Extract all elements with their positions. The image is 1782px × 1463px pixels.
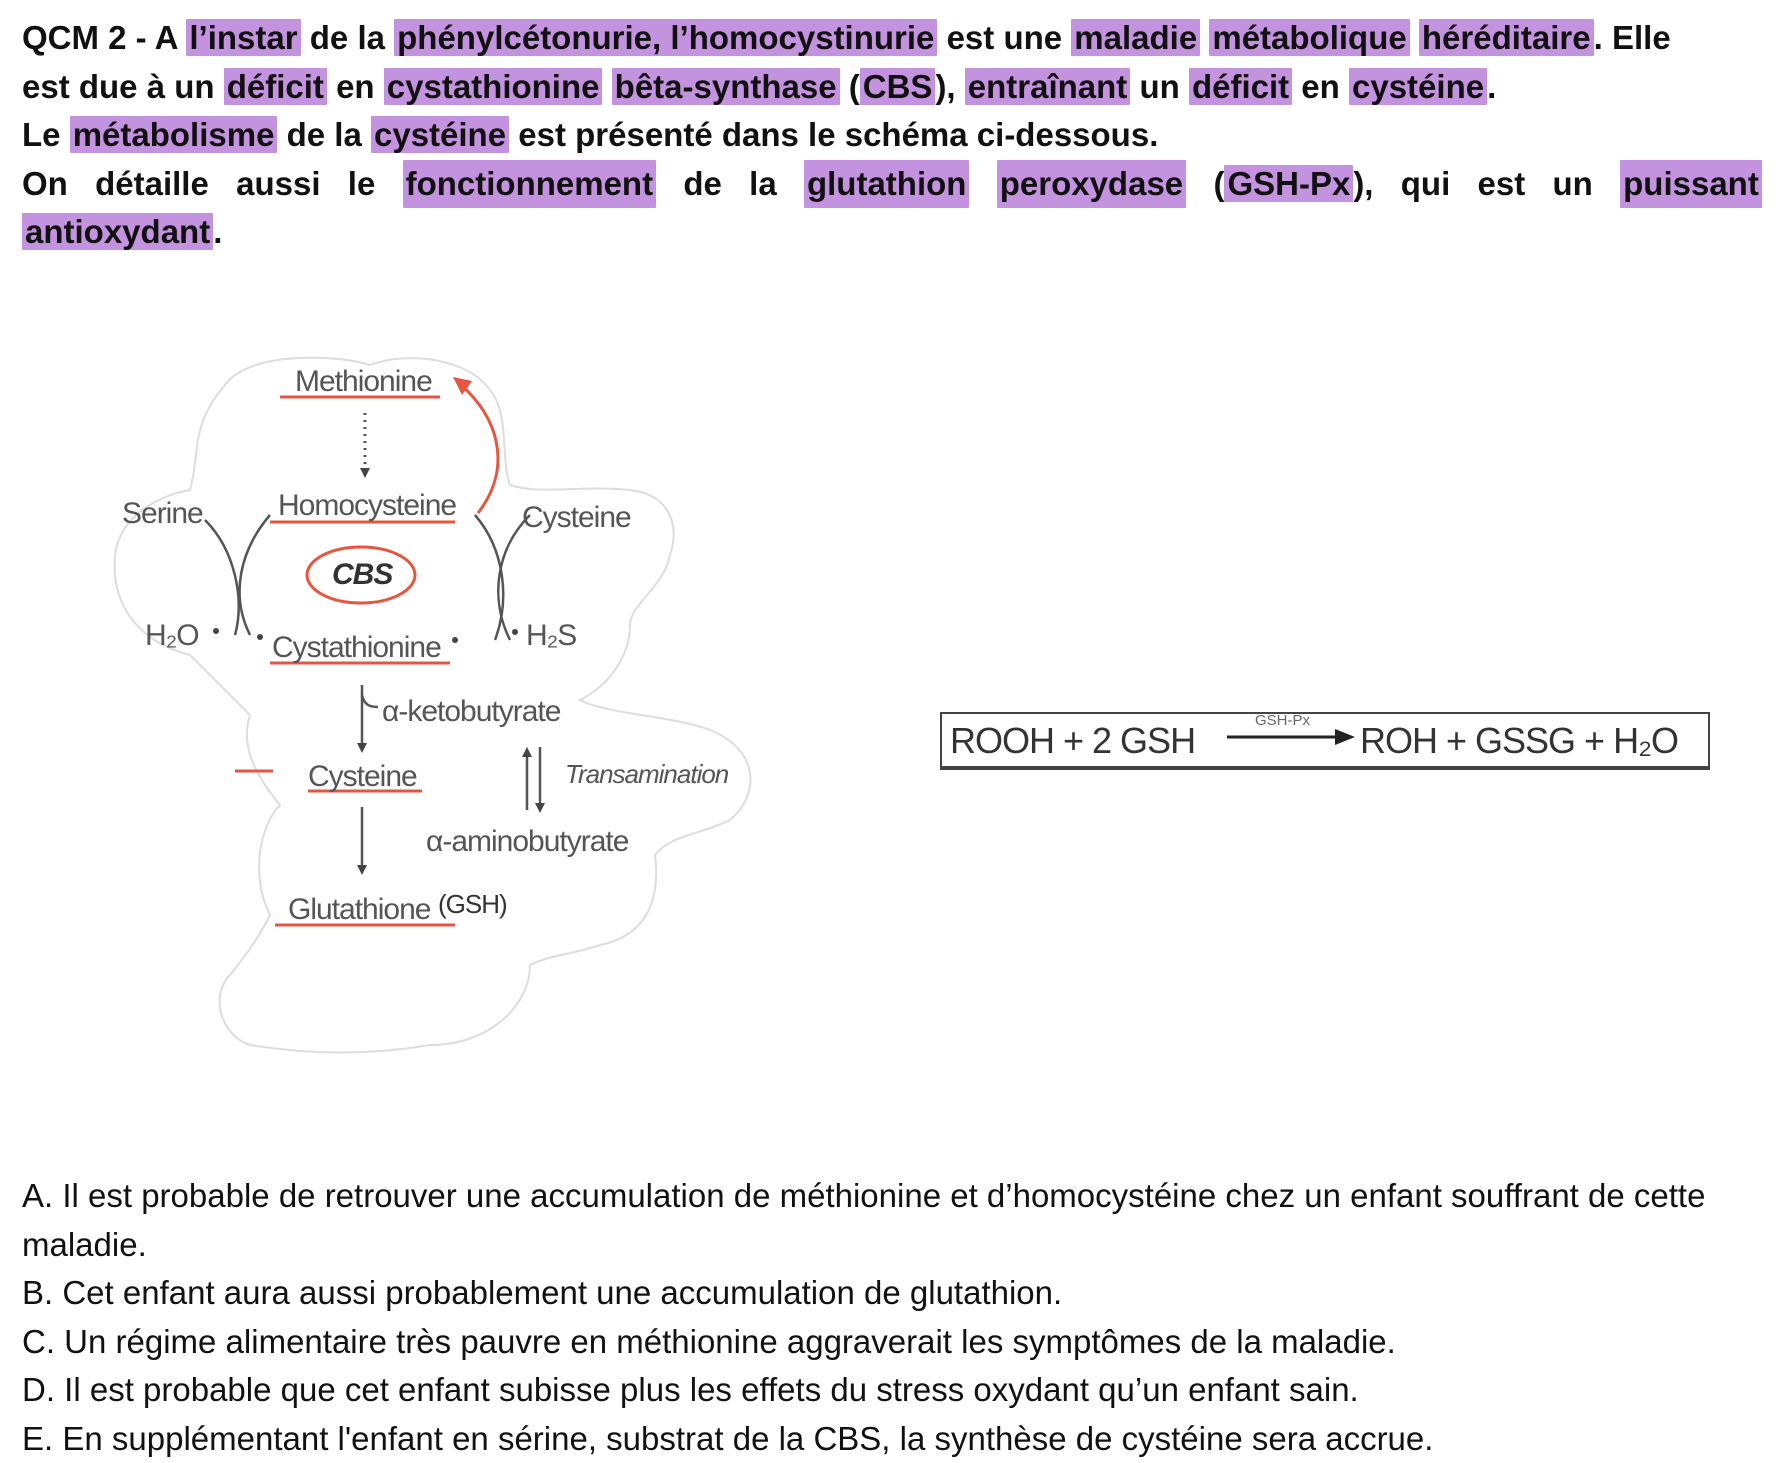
intro-word: un: [1553, 160, 1593, 209]
label-aminobutyrate: α-aminobutyrate: [426, 825, 628, 859]
intro-word: qui: [1401, 160, 1450, 209]
label-methionine: Methionine: [295, 365, 432, 399]
label-cystathionine: Cystathionine: [272, 631, 441, 665]
answer-d: D. Il est probable que cet enfant subisse plus les effets du stress oxydant qu’un enfant sain.: [22, 1366, 1762, 1415]
intro-text: .: [1487, 68, 1496, 105]
intro-word: la: [749, 160, 777, 209]
intro-text: [1410, 19, 1419, 56]
highlight: déficit: [224, 68, 327, 105]
intro-text: de la: [277, 116, 371, 153]
label-transamination: Transamination: [565, 759, 728, 790]
highlight: antioxydant: [22, 213, 213, 250]
intro-word: le: [348, 160, 376, 209]
equation-reactants: ROOH + 2 GSH: [950, 720, 1195, 762]
intro-line-5: [22, 208, 1762, 257]
highlight: bêta-synthase: [612, 68, 840, 105]
intro-text: QCM 2 - A: [22, 19, 186, 56]
intro-text: ),: [935, 68, 964, 105]
intro-text: en: [327, 68, 384, 105]
highlight: déficit: [1189, 68, 1292, 105]
h2s-dot: [512, 629, 518, 635]
equation-enzyme: GSH-Px: [1255, 712, 1310, 729]
answer-options: [22, 1172, 1762, 1463]
intro-text: Le: [22, 116, 70, 153]
label-cysteine: Cysteine: [308, 760, 417, 794]
label-serine: Serine: [122, 497, 203, 531]
intro-word: détaille: [95, 160, 209, 209]
intro-text: de la: [301, 19, 395, 56]
equation-products: ROH + GSSG + H₂O: [1360, 720, 1678, 762]
highlight: cystathionine: [384, 68, 603, 105]
label-cysteine-right: Cysteine: [522, 501, 631, 535]
highlight: cystéine: [371, 116, 509, 153]
label-homocysteine: Homocysteine: [278, 489, 456, 523]
intro-line-4: [22, 160, 1762, 209]
intro-text: est une: [937, 19, 1071, 56]
label-h2o: H₂O: [145, 619, 199, 653]
highlight: glutathion: [804, 160, 969, 209]
intro-text: [602, 68, 611, 105]
gsh-px-abbrev: [1213, 160, 1373, 209]
label-gsh: (GSH): [438, 889, 507, 920]
intro-word: aussi: [236, 160, 320, 209]
intro-text: [1200, 19, 1209, 56]
label-ketobutyrate: α-ketobutyrate: [382, 695, 560, 729]
intro-text: ),: [1353, 165, 1373, 202]
cysteine-metabolism-diagram: [110, 355, 870, 1085]
intro-text: en: [1292, 68, 1349, 105]
answer-e: E. En supplémentant l'enfant en sérine, substrat de la CBS, la synthèse de cystéine sera accrue.: [22, 1415, 1762, 1463]
label-h2s: H₂S: [526, 619, 576, 653]
answer-b: B. Cet enfant aura aussi probablement une accumulation de glutathion.: [22, 1269, 1762, 1318]
h2o-dot: [213, 628, 219, 634]
highlight: entraînant: [965, 68, 1131, 105]
highlight: métabolisme: [70, 116, 278, 153]
intro-text: un: [1130, 68, 1189, 105]
intro-text: .: [213, 213, 222, 250]
highlight: puissant: [1620, 160, 1762, 209]
intro-word: On: [22, 160, 68, 209]
highlight: phénylcétonurie, l’homocystinurie: [394, 19, 937, 56]
reaction-arrow-icon: [1227, 722, 1357, 752]
intro-word: est: [1478, 160, 1526, 209]
highlight: cystéine: [1349, 68, 1487, 105]
label-glutathione: Glutathione: [288, 893, 430, 927]
highlight: peroxydase: [997, 160, 1186, 209]
highlight: fonctionnement: [403, 160, 656, 209]
intro-text: (: [1213, 165, 1224, 202]
highlight: GSH-Px: [1224, 165, 1353, 202]
gsh-px-equation: [940, 712, 1710, 770]
intro-text: . Elle: [1594, 19, 1671, 56]
intro-line-3: [22, 111, 1762, 160]
question-intro: [22, 14, 1762, 257]
intro-word: de: [683, 160, 722, 209]
highlight: CBS: [860, 68, 936, 105]
highlight: métabolique: [1209, 19, 1409, 56]
intro-text: est présenté dans le schéma ci-dessous.: [509, 116, 1158, 153]
intro-line-2: [22, 63, 1762, 112]
cystathionine-dot-right: [452, 637, 458, 643]
label-cbs: CBS: [332, 558, 392, 592]
highlight: maladie: [1071, 19, 1200, 56]
intro-text: est due à un: [22, 68, 224, 105]
cystathionine-dot-left: [257, 634, 263, 640]
answer-c: C. Un régime alimentaire très pauvre en méthionine aggraverait les symptômes de la maladie.: [22, 1318, 1762, 1367]
highlight: héréditaire: [1419, 19, 1594, 56]
intro-line-1: [22, 14, 1762, 63]
answer-a: A. Il est probable de retrouver une accumulation de méthionine et d’homocystéine chez un enfant souffrant de cette maladie.: [22, 1172, 1762, 1269]
intro-text: (: [840, 68, 860, 105]
highlight: l’instar: [186, 19, 300, 56]
